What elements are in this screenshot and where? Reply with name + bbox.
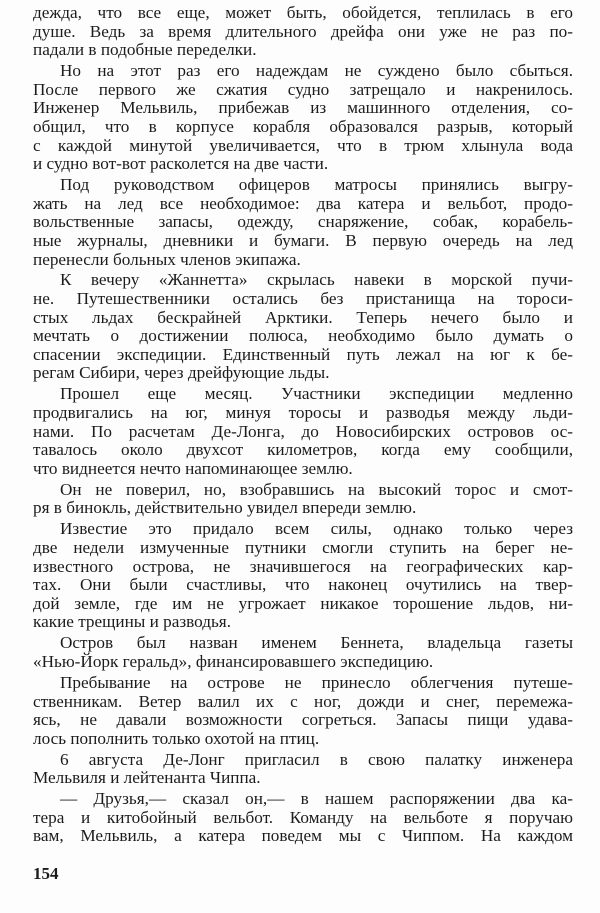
text-line: перенесли больных членов экипажа.: [33, 249, 301, 269]
text-line: тавалось около двухсот километров, когда ему сообщили,: [33, 440, 573, 460]
text-line: стых льдах бескрайней Арктики. Теперь нечего было и: [33, 307, 573, 327]
text-line: душе. Ведь за время длительного дрейфа они уже не раз по-: [33, 21, 573, 41]
text-line: мечтать о достижении полюса, необходимо было думать о: [33, 326, 573, 346]
text-line: вольственные запасы, одежду, снаряжение, собак, корабель-: [33, 212, 573, 232]
text-line: что виднеется нечто напоминающее землю.: [33, 458, 353, 478]
text-line: дой земле, где им не угрожает никакое торошение льдов, ни-: [33, 593, 573, 613]
paragraph: [33, 271, 573, 383]
paragraph: [33, 520, 573, 632]
text-line: тах. Они были счастливы, что наконец очутились на твер-: [33, 575, 573, 595]
text-line: лось пополнить только охотой на птиц.: [33, 728, 320, 748]
text-line: и судно вот-вот расколется на две части.: [33, 154, 329, 174]
paragraph: [33, 674, 573, 748]
text-line: вам, Мельвиль, а катера поведем мы с Чиппом. На каждом: [33, 826, 573, 846]
paragraph: [33, 4, 573, 60]
text-line: Под руководством офицеров матросы принялись выгру-: [60, 175, 573, 195]
text-line: две недели измученные путники смогли ступить на берег не-: [33, 537, 573, 557]
text-line: нами. По расчетам Де-Лонга, до Новосибирских островов ос-: [33, 421, 573, 441]
text-line: известного острова, не значившегося на географических кар-: [33, 556, 573, 576]
text-line: Известие это придало всем силы, однако только через: [60, 519, 573, 539]
text-line: общил, что в корпусе корабля образовался разрыв, который: [33, 116, 573, 136]
text-line: Прошел еще месяц. Участники экспедиции медленно: [60, 384, 573, 404]
text-line: регам Сибири, через дрейфующие льды.: [33, 363, 330, 383]
text-line: 6 августа Де-Лонг пригласил в свою палатку инженера: [60, 749, 573, 769]
text-line: тера и китобойный вельбот. Команду на вельботе я поручаю: [33, 807, 573, 827]
text-line: Пребывание на острове не принесло облегчения путеше-: [60, 672, 573, 692]
text-line: жать на лед все необходимое: два катера и вельбот, продо-: [33, 193, 573, 213]
text-line: ственникам. Ветер валил их с ног, дожди и снег, перемежа-: [33, 691, 573, 711]
text-line: падали в подобные переделки.: [33, 40, 257, 60]
paragraph: [33, 176, 573, 269]
text-line: ные журналы, дневники и бумаги. В первую очередь на лед: [33, 230, 573, 250]
text-line: Он не поверил, но, взобравшись на высокий торос и смот-: [60, 479, 573, 499]
text-line: ясь, не давали возможности согреться. Запасы пищи удава-: [33, 710, 573, 730]
page-number: 154: [33, 864, 59, 883]
text-line: — Друзья,— сказал он,— в нашем распоряжении два ка-: [60, 789, 573, 809]
paragraph: [33, 481, 573, 518]
text-line: Остров был назван именем Беннета, владельца газеты: [60, 633, 573, 653]
paragraph: [33, 385, 573, 478]
text-line: какие трещины и разводья.: [33, 612, 231, 632]
paragraph: [33, 790, 573, 846]
text-line: с каждой минутой увеличивается, что в трюм хлынула вода: [33, 135, 573, 155]
text-line: Мельвиля и лейтенанта Чиппа.: [33, 768, 261, 788]
text-line: Инженер Мельвиль, прибежав из машинного отделения, со-: [33, 98, 573, 118]
text-line: дежда, что все еще, может быть, обойдется, теплилась в его: [33, 3, 573, 22]
paragraph: [33, 634, 573, 671]
text-line: «Нью-Йорк геральд», финансировавшего экспедицию.: [33, 651, 434, 671]
text-line: продвигались на юг, минуя торосы и разводья между льди-: [33, 403, 573, 423]
paragraph: [33, 751, 573, 788]
text-line: К вечеру «Жаннетта» скрылась навеки в морской пучи-: [60, 270, 573, 290]
text-line: Но на этот раз его надеждам не суждено было сбыться.: [60, 61, 573, 81]
text-line: ря в бинокль, действительно увидел впереди землю.: [33, 498, 417, 518]
paragraph: [33, 62, 573, 174]
text-line: не. Путешественники остались без пристанища на тороси-: [33, 289, 573, 309]
text-line: После первого же сжатия судно затрещало и накренилось.: [33, 79, 573, 99]
book-page-text: [33, 4, 573, 848]
text-line: спасении экспедиции. Единственный путь лежал на юг к бе-: [33, 344, 573, 364]
